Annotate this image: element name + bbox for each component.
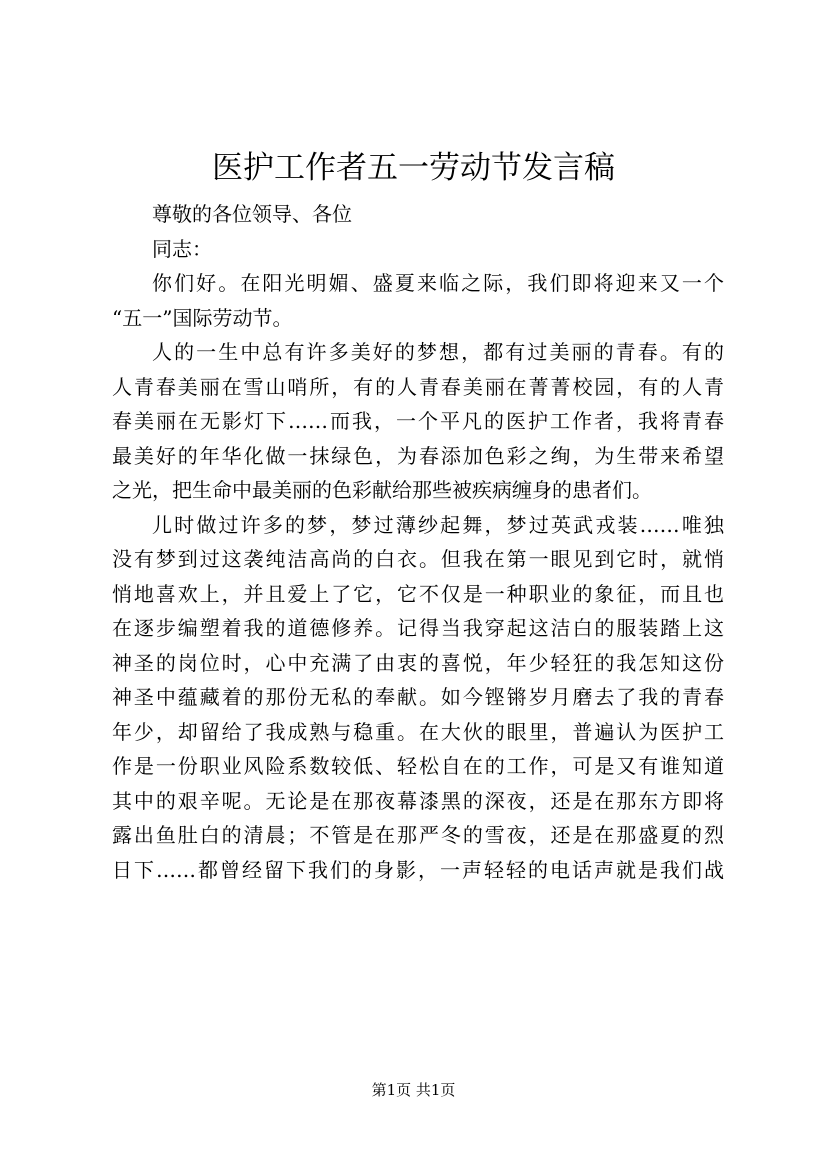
paragraph-2-line-1: 人的一生中总有许多美好的梦想，都有过美丽的青春。有的 <box>152 340 724 364</box>
paragraph-3-line-8: 作是一份职业风险系数较低、轻松自在的工作，可是又有谁知道 <box>112 754 724 778</box>
document-body <box>112 197 724 887</box>
document-title: 医护工作者五一劳动节发言稿 <box>212 150 615 186</box>
paragraph-3-line-1: 儿时做过许多的梦，梦过薄纱起舞，梦过英武戎装……唯独 <box>152 512 724 537</box>
paragraph-3-line-6: 神圣中蕴藏着的那份无私的奉献。如今铿锵岁月磨去了我的青春 <box>112 685 724 709</box>
paragraph-3-line-2: 没有梦到过这袭纯洁高尚的白衣。但我在第一眼见到它时，就悄 <box>112 547 724 571</box>
paragraph-2-line-4: 最美好的年华化做一抹绿色，为春添加色彩之绚，为生带来希望 <box>112 443 724 468</box>
paragraph-1-line-1: 你们好。在阳光明媚、盛夏来临之际，我们即将迎来又一个 <box>152 271 724 295</box>
page-footer: 第1页 共1页 <box>371 1081 456 1099</box>
paragraph-3-line-10: 露出鱼肚白的清晨；不管是在那严冬的雪夜，还是在那盛夏的烈 <box>112 823 724 847</box>
paragraph-3-line-4: 在逐步编塑着我的道德修养。记得当我穿起这洁白的服装踏上这 <box>112 616 724 640</box>
paragraph-1-line-2: “五一”国际劳动节。 <box>112 305 293 330</box>
paragraph-2-line-3: 春美丽在无影灯下……而我，一个平凡的医护工作者，我将青春 <box>112 409 724 433</box>
salutation-line-2: 同志： <box>152 236 212 261</box>
paragraph-2-line-5: 之光，把生命中最美丽的色彩献给那些被疾病缠身的患者们。 <box>112 478 652 502</box>
paragraph-2-line-2: 人青春美丽在雪山哨所，有的人青春美丽在菁菁校园，有的人青 <box>112 374 724 399</box>
paragraph-3-line-11: 日下……都曾经留下我们的身影，一声轻轻的电话声就是我们战 <box>112 857 724 882</box>
paragraph-3-line-5: 神圣的岗位时，心中充满了由衷的喜悦，年少轻狂的我怎知这份 <box>112 650 724 675</box>
paragraph-3-line-7: 年少，却留给了我成熟与稳重。在大伙的眼里，普遍认为医护工 <box>112 719 724 744</box>
salutation-line-1: 尊敬的各位领导、各位 <box>152 202 352 226</box>
paragraph-3-line-9: 其中的艰辛呢。无论是在那夜幕漆黑的深夜，还是在那东方即将 <box>112 788 724 813</box>
paragraph-3-line-3: 悄地喜欢上，并且爱上了它，它不仅是一种职业的象征，而且也 <box>112 581 724 606</box>
